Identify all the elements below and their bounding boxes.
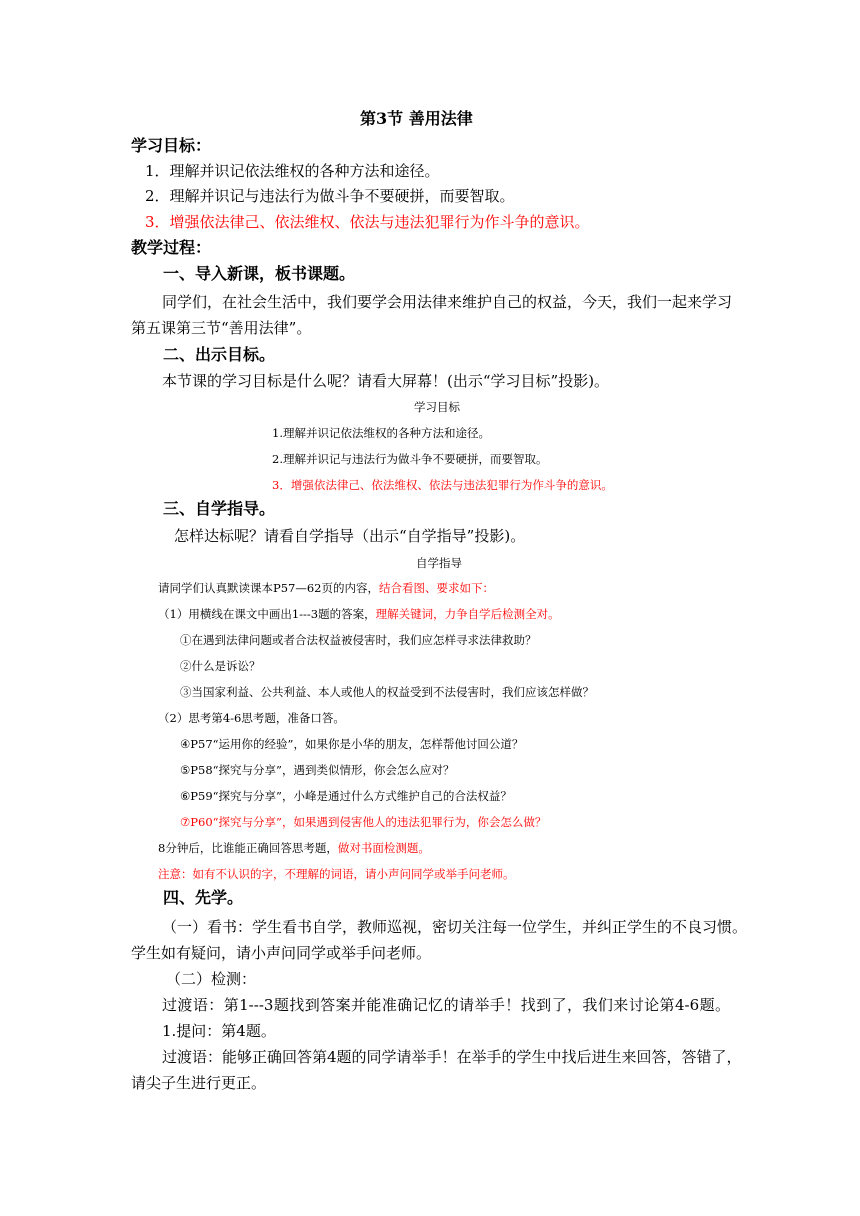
section-4-transition-2-line-2: 请尖子生进行更正。 [131, 1074, 267, 1092]
page-title: 第3节 善用法律 [360, 109, 473, 128]
section-4-ask: 1.提问：第4题。 [162, 1022, 276, 1040]
guide-q1-item-1: ①在遇到法律问题或者合法权益被侵害时，我们应怎样寻求法律救助？ [180, 633, 537, 647]
section-3-heading: 三、自学指导。 [163, 499, 276, 518]
goals-slide-title: 学习目标 [414, 400, 460, 414]
section-2-intro: 本节课的学习目标是什么呢？请看大屏幕！(出示“学习目标”投影)。 [162, 372, 610, 390]
goals-slide-item-1: 1.理解并识记依法维权的各种方法和途径。 [272, 426, 490, 440]
guide-q2-item-4: ④P57“运用你的经验”，如果你是小华的朋友，怎样帮他讨回公道？ [180, 737, 524, 751]
section-4-transition-1: 过渡语：第1---3题找到答案并能准确记忆的请举手！找到了，我们来讨论第4-6题。 [162, 996, 730, 1014]
section-1-heading: 一、导入新课，板书课题。 [163, 264, 356, 283]
goals-slide-item-2: 2.理解并识记与违法行为做斗争不要硬拼，而要智取。 [272, 452, 548, 466]
section-3-intro: 怎样达标呢？请看自学指导（出示“自学指导”投影)。 [174, 527, 526, 545]
guide-note: 注意：如有不认识的字，不理解的词语，请小声问同学或举手问老师。 [158, 867, 515, 881]
section-4-reading-line-1: （一）看书：学生看书自学，教师巡视，密切关注每一位学生，并纠正学生的不良习惯。 [162, 918, 748, 936]
guide-reading-highlight: 结合看图、要求如下： [379, 581, 495, 595]
section-1-paragraph-line-2: 第五课第三节“善用法律”。 [131, 319, 312, 337]
guide-time-highlight: 做对书面检测题。 [337, 841, 430, 855]
guide-question-1-text: （1）用横线在课文中画出1---3题的答案， [158, 607, 376, 621]
guide-question-1-highlight: 理解关键词，力争自学后检测全对。 [375, 607, 560, 621]
guide-q1-item-3: ③当国家利益、公共利益、本人或他人的权益受到不法侵害时，我们应该怎样做？ [180, 685, 594, 699]
guide-question-2: （2）思考第4-6思考题，准备口答。 [158, 711, 345, 725]
goal-item-1: 1．理解并识记依法维权的各种方法和途径。 [145, 162, 440, 180]
guide-q2-item-5: ⑤P58“探究与分享”，遇到类似情形，你会怎么应对？ [180, 763, 455, 777]
section-2-heading: 二、出示目标。 [163, 345, 276, 364]
guide-q1-item-2: ②什么是诉讼？ [180, 659, 261, 673]
goal-item-3: 3．增强依法律己、依法维权、依法与违法犯罪行为作斗争的意识。 [145, 213, 590, 231]
process-heading: 教学过程： [131, 238, 212, 257]
guide-q2-item-7: ⑦P60“探究与分享”，如果遇到侵害他人的违法犯罪行为，你会怎么做？ [180, 815, 547, 829]
guide-slide-title: 自学指导 [416, 556, 462, 570]
goals-slide-item-3: 3．增强依法律己、依法维权、依法与违法犯罪行为作斗争的意识。 [272, 478, 613, 492]
goal-item-2: 2．理解并识记与违法行为做斗争不要硬拼，而要智取。 [145, 187, 515, 205]
section-4-reading-line-2: 学生如有疑问，请小声问同学或举手问老师。 [131, 944, 432, 962]
guide-question-1-line [158, 606, 560, 622]
guide-reading-line [158, 580, 494, 596]
section-4-heading: 四、先学。 [163, 888, 244, 907]
guide-time-line [158, 840, 430, 856]
guide-reading-text: 请同学们认真默读课本P57—62页的内容， [158, 581, 380, 595]
section-4-transition-2-line-1: 过渡语：能够正确回答第4题的同学请举手！在举手的学生中找后进生来回答，答错了， [162, 1048, 742, 1066]
goals-heading: 学习目标： [131, 136, 212, 155]
guide-time-text: 8分钟后，比谁能正确回答思考题， [158, 841, 338, 855]
section-1-paragraph-line-1: 同学们，在社会生活中，我们要学会用法律来维护自己的权益，今天，我们一起来学习 [162, 293, 733, 311]
section-4-check: （二）检测： [166, 970, 257, 988]
guide-q2-item-6: ⑥P59“探究与分享”，小峰是通过什么方式维护自己的合法权益？ [180, 789, 512, 803]
